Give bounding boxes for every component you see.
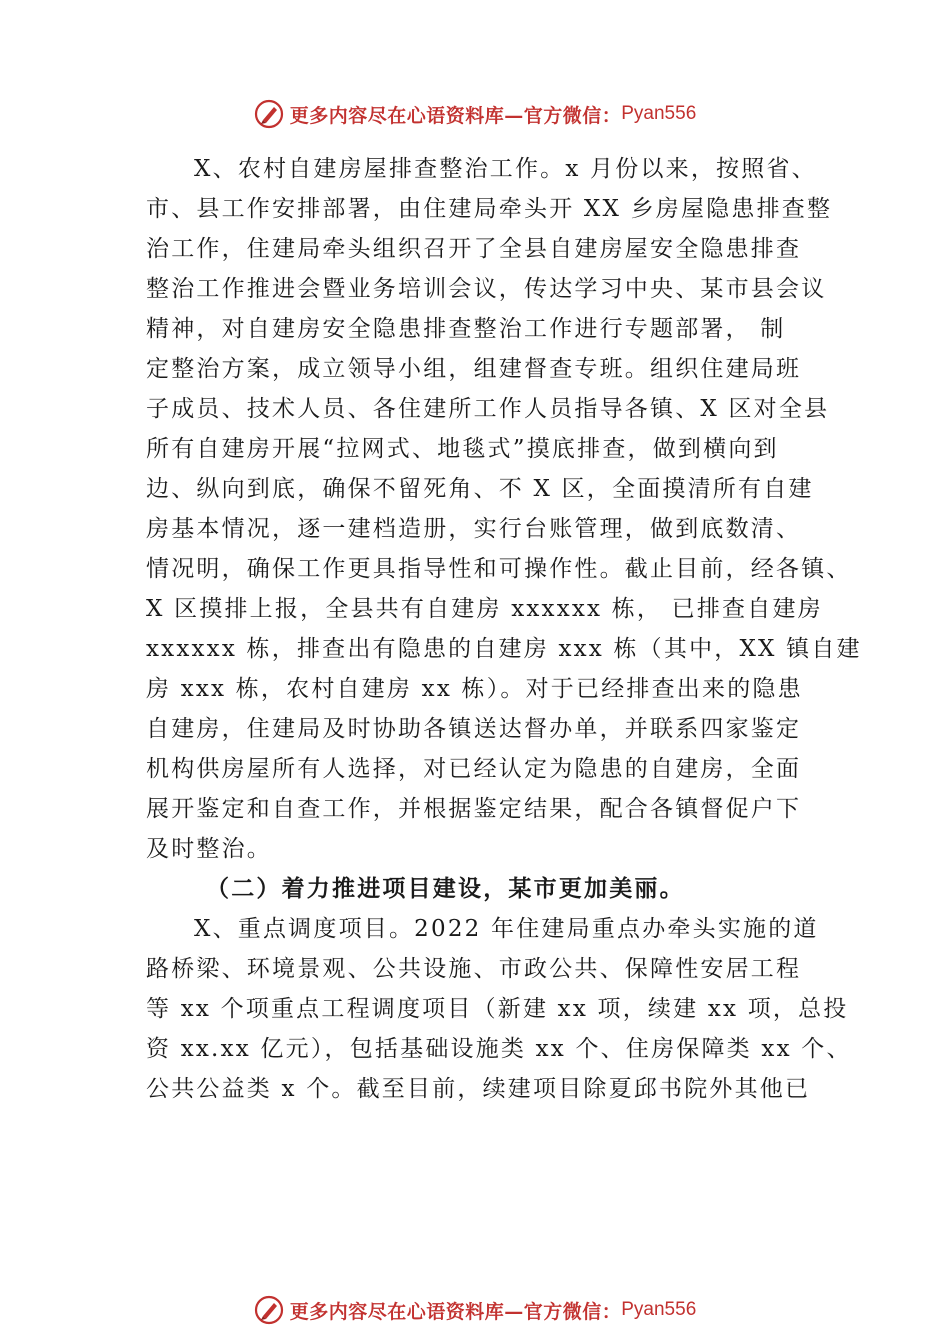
text-line: 情况明，确保工作更具指导性和可操作性。截止目前，经各镇、 — [146, 556, 852, 582]
header-banner-text: 更多内容尽在心语资料库—官方微信： — [289, 104, 622, 127]
text-line: 房基本情况，逐一建档造册，实行台账管理，做到底数清、 — [146, 516, 802, 542]
footer-banner-text: 更多内容尽在心语资料库—官方微信： — [289, 1300, 622, 1323]
text-line: 边、纵向到底，确保不留死角、不 X 区，全面摸清所有自建 — [146, 476, 814, 502]
pen-logo-icon — [254, 99, 284, 129]
text-line: 路桥梁、环境景观、公共设施、市政公共、保障性安居工程 — [146, 956, 802, 982]
text-line: 资 xx.xx 亿元），包括基础设施类 xx 个、住房保障类 xx 个、 — [146, 1036, 852, 1062]
text-line: 精神，对自建房安全隐患排查整治工作进行专题部署， 制 — [146, 316, 786, 342]
text-line: 房 xxx 栋，农村自建房 xx 栋）。对于已经排查出来的隐患 — [146, 676, 803, 702]
header-banner — [0, 94, 950, 134]
text-line: 子成员、技术人员、各住建所工作人员指导各镇、X 区对全县 — [146, 396, 830, 422]
text-line: 市、县工作安排部署，由住建局牵头开 XX 乡房屋隐患排查整 — [146, 196, 833, 222]
text-line: xxxxxx 栋，排查出有隐患的自建房 xxx 栋（其中，XX 镇自建 — [146, 636, 862, 662]
text-line: 展开鉴定和自查工作，并根据鉴定结果，配合各镇督促户下 — [146, 796, 802, 822]
pen-logo-icon — [254, 1295, 284, 1325]
text-line: 及时整治。 — [146, 836, 272, 862]
text-line: 自建房，住建局及时协助各镇送达督办单，并联系四家鉴定 — [146, 716, 802, 742]
text-line: 所有自建房开展“拉网式、地毯式”摸底排查，做到横向到 — [146, 436, 779, 462]
text-line: 定整治方案，成立领导小组，组建督查专班。组织住建局班 — [146, 356, 802, 382]
footer-banner — [0, 1290, 950, 1330]
text-line: X 区摸排上报，全县共有自建房 xxxxxx 栋， 已排查自建房 — [146, 596, 823, 622]
text-line: X、农村自建房屋排查整治工作。x 月份以来，按照省、 — [194, 156, 817, 182]
text-line: 等 xx 个项重点工程调度项目（新建 xx 项，续建 xx 项，总投 — [146, 996, 849, 1022]
text-line: 治工作，住建局牵头组织召开了全县自建房屋安全隐患排查 — [146, 236, 802, 262]
text-line: 公共公益类 x 个。截至目前，续建项目除夏邱书院外其他已 — [146, 1076, 811, 1102]
header-wechat-id: Pyan556 — [621, 103, 697, 124]
text-line: 整治工作推进会暨业务培训会议，传达学习中央、某市县会议 — [146, 276, 827, 302]
section-heading: （二）着力推进项目建设，某市更加美丽。 — [206, 875, 685, 902]
text-line: X、重点调度项目。2022 年住建局重点办牵头实施的道 — [194, 916, 819, 942]
text-line: 机构供房屋所有人选择，对已经认定为隐患的自建房，全面 — [146, 756, 802, 782]
footer-wechat-id: Pyan556 — [621, 1299, 697, 1320]
